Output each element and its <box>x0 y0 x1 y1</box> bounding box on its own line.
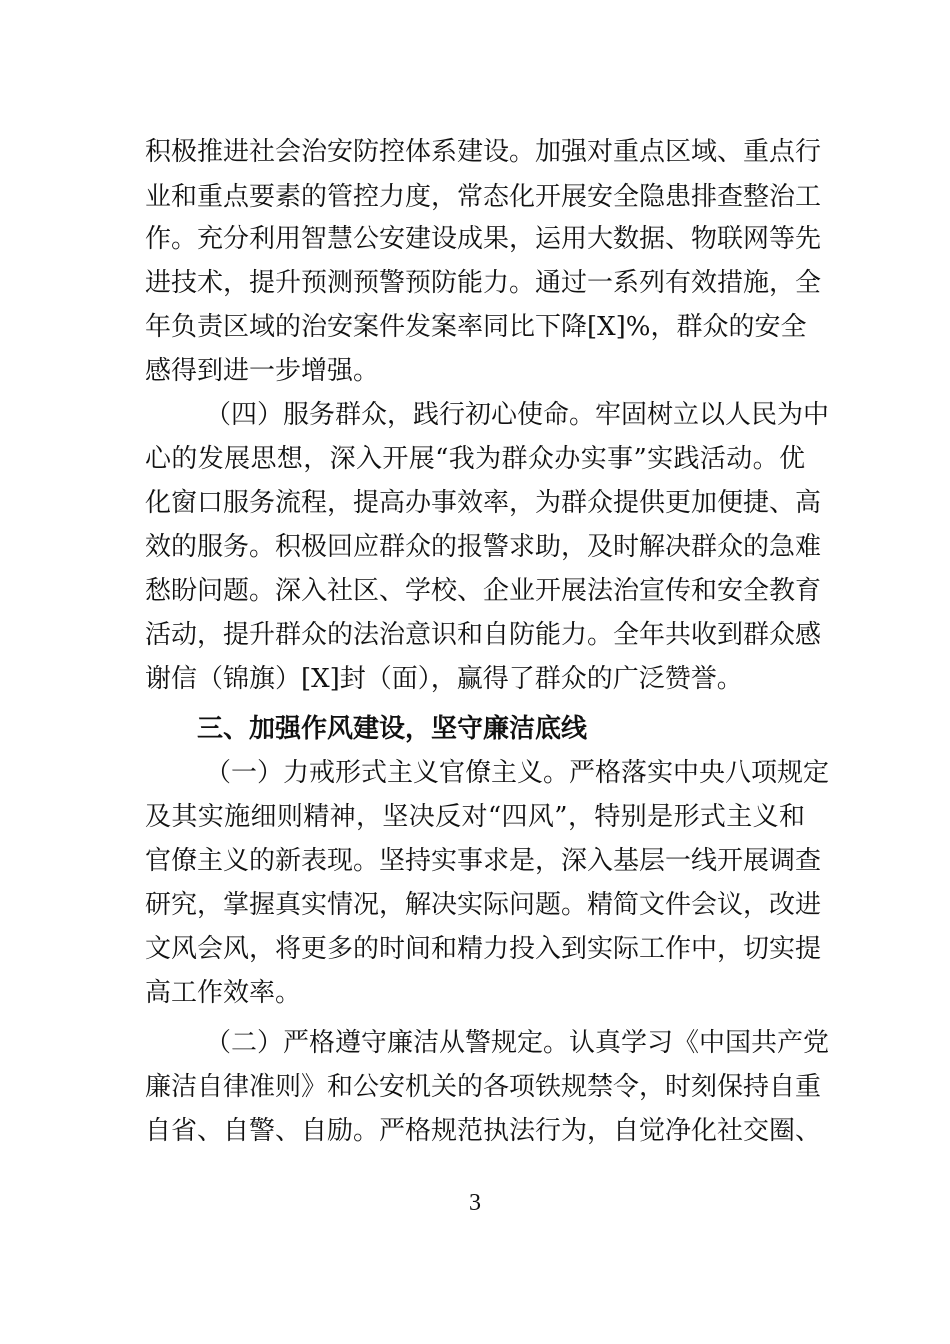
text-line: 活动，提升群众的法治意识和自防能力。全年共收到群众感 <box>145 620 822 650</box>
text-line: 感得到进一步增强。 <box>145 356 380 386</box>
text-line: 年负责区域的治安案件发案率同比下降[X]%，群众的安全 <box>145 312 807 342</box>
page-number: 3 <box>469 1190 481 1216</box>
text-line: 文风会风，将更多的时间和精力投入到实际工作中，切实提 <box>145 934 822 964</box>
text-line: 心的发展思想，深入开展“我为群众办实事”实践活动。优 <box>145 444 805 474</box>
text-line: 进技术，提升预测预警预防能力。通过一系列有效措施，全 <box>145 268 822 298</box>
text-line: 作。充分利用智慧公安建设成果，运用大数据、物联网等先 <box>145 224 822 254</box>
text-line: （一）力戒形式主义官僚主义。严格落实中央八项规定 <box>205 758 830 788</box>
text-line: 业和重点要素的管控力度，常态化开展安全隐患排查整治工 <box>145 182 822 212</box>
text-line: 积极推进社会治安防控体系建设。加强对重点区域、重点行 <box>145 137 822 167</box>
section-heading: 三、加强作风建设，坚守廉洁底线 <box>197 714 588 744</box>
text-line: 高工作效率。 <box>145 978 302 1008</box>
text-line: 愁盼问题。深入社区、学校、企业开展法治宣传和安全教育 <box>145 576 822 606</box>
text-line: 官僚主义的新表现。坚持实事求是，深入基层一线开展调查 <box>145 846 822 876</box>
text-line: 研究，掌握真实情况，解决实际问题。精简文件会议，改进 <box>145 890 822 920</box>
text-line: 化窗口服务流程，提高办事效率，为群众提供更加便捷、高 <box>145 488 822 518</box>
text-line: 谢信（锦旗）[X]封（面），赢得了群众的广泛赞誉。 <box>145 664 743 694</box>
text-line: 廉洁自律准则》和公安机关的各项铁规禁令，时刻保持自重 <box>145 1072 822 1102</box>
text-line: 及其实施细则精神，坚决反对“四风”，特别是形式主义和 <box>145 802 805 832</box>
text-line: （四）服务群众，践行初心使命。牢固树立以人民为中 <box>205 400 830 430</box>
text-line: 效的服务。积极回应群众的报警求助，及时解决群众的急难 <box>145 532 822 562</box>
text-line: 自省、自警、自励。严格规范执法行为，自觉净化社交圈、 <box>145 1116 822 1146</box>
text-line: （二）严格遵守廉洁从警规定。认真学习《中国共产党 <box>205 1028 830 1058</box>
